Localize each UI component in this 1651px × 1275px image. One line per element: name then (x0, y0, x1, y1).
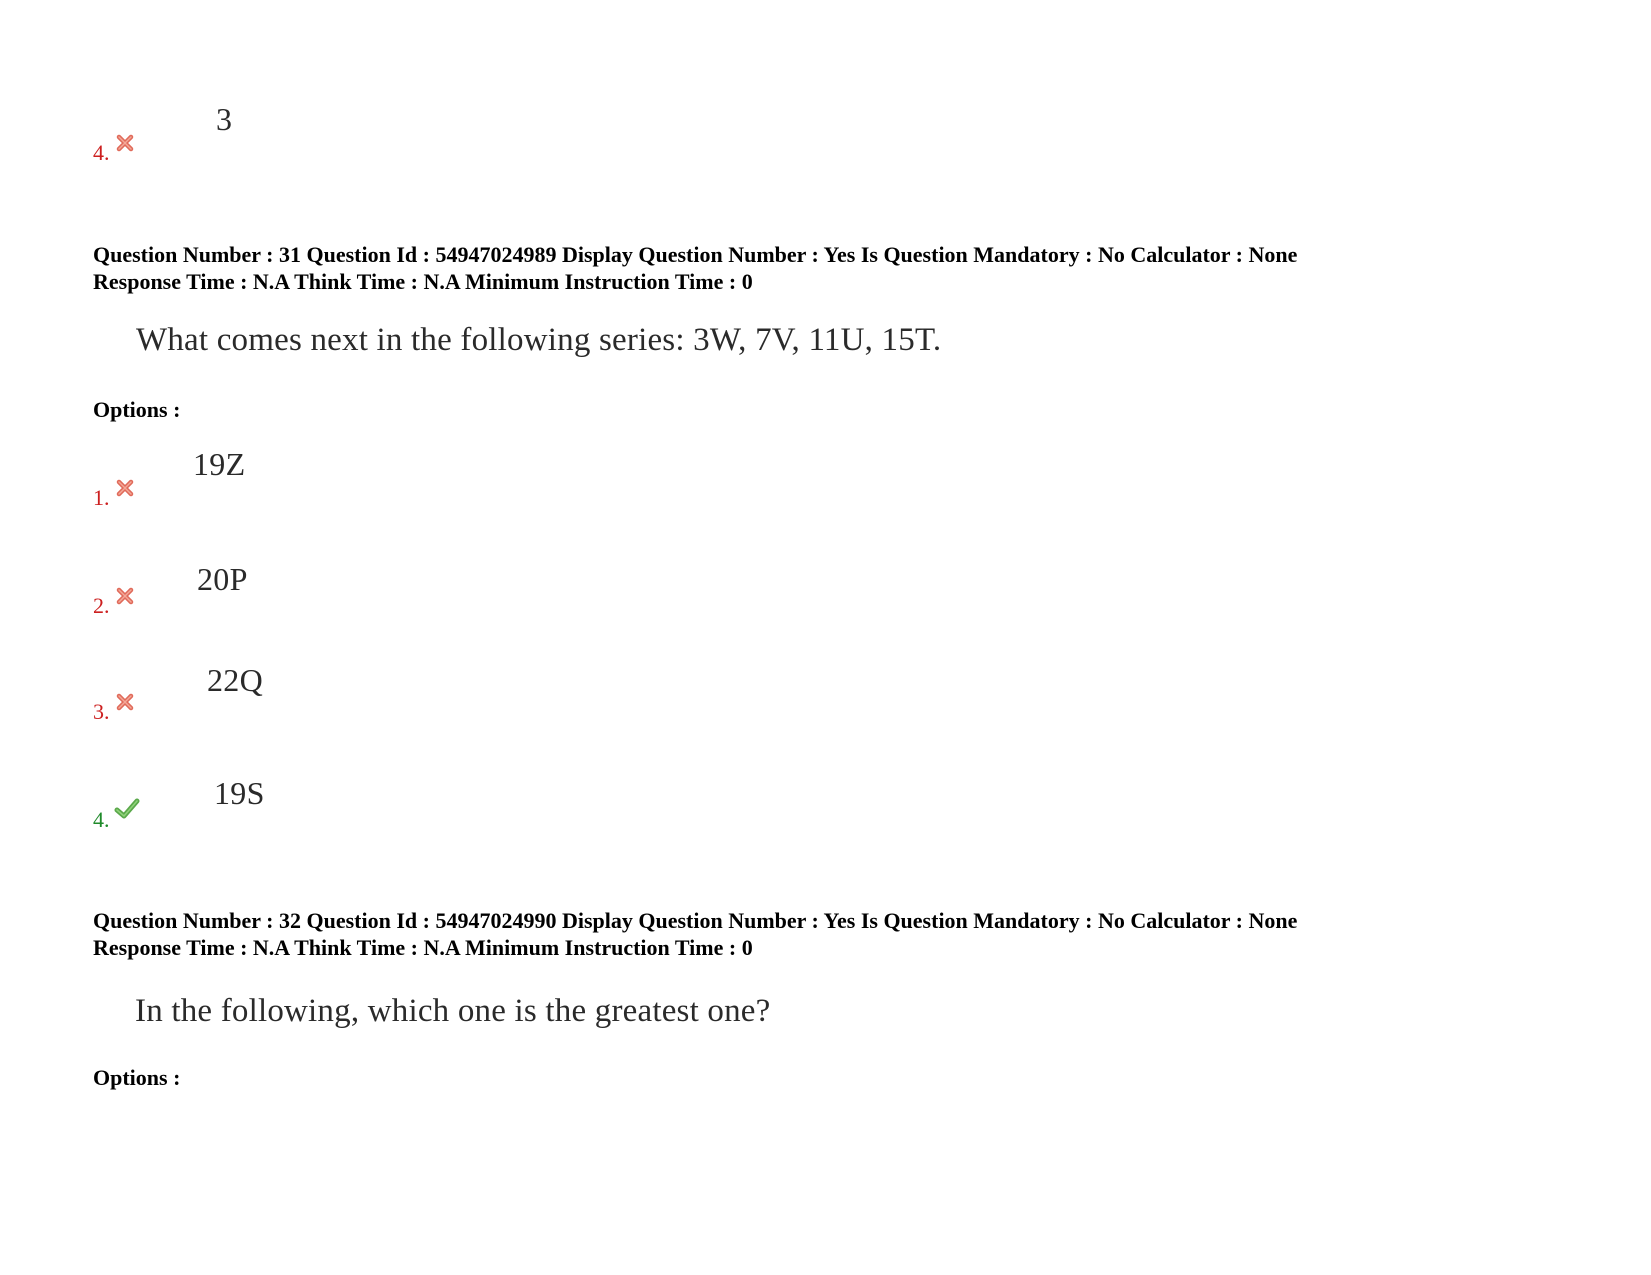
q31-meta-line-2: Response Time : N.A Think Time : N.A Minimum Instruction Time : 0 (93, 269, 753, 294)
q31-option-3-number: 3. (93, 699, 110, 724)
q32-meta-line-2: Response Time : N.A Think Time : N.A Minimum Instruction Time : 0 (93, 935, 753, 960)
check-icon (114, 797, 140, 821)
q31-question-text: What comes next in the following series: 3W, 7V, 11U, 15T. (136, 322, 942, 358)
q31-option-1-text: 19Z (193, 446, 246, 482)
q32-options-label: Options : (93, 1065, 181, 1090)
cross-icon (116, 479, 134, 497)
q31-option-2-number: 2. (93, 593, 110, 618)
q31-options-label: Options : (93, 397, 181, 422)
prev-option-4-text: 3 (216, 101, 233, 137)
q31-meta-line-1: Question Number : 31 Question Id : 54947024989 Display Question Number : Yes Is Question Mandatory : No Calculator : None (93, 242, 1298, 267)
cross-icon (116, 587, 134, 605)
q31-option-2 (93, 593, 134, 619)
cross-icon (116, 693, 134, 711)
q31-option-3-text: 22Q (207, 662, 264, 698)
q31-option-2-text: 20P (197, 561, 248, 597)
cross-icon (116, 134, 134, 152)
prev-option-4-number: 4. (93, 140, 110, 165)
q31-option-4 (93, 807, 140, 833)
q31-option-4-text: 19S (214, 775, 265, 811)
q31-option-1 (93, 485, 134, 511)
q31-option-4-number: 4. (93, 807, 110, 832)
q31-option-1-number: 1. (93, 485, 110, 510)
q32-meta-line-1: Question Number : 32 Question Id : 54947024990 Display Question Number : Yes Is Question Mandatory : No Calculator : None (93, 908, 1298, 933)
prev-option-4 (93, 140, 134, 166)
q31-option-3 (93, 699, 134, 725)
q32-question-text: In the following, which one is the greatest one? (135, 993, 771, 1029)
